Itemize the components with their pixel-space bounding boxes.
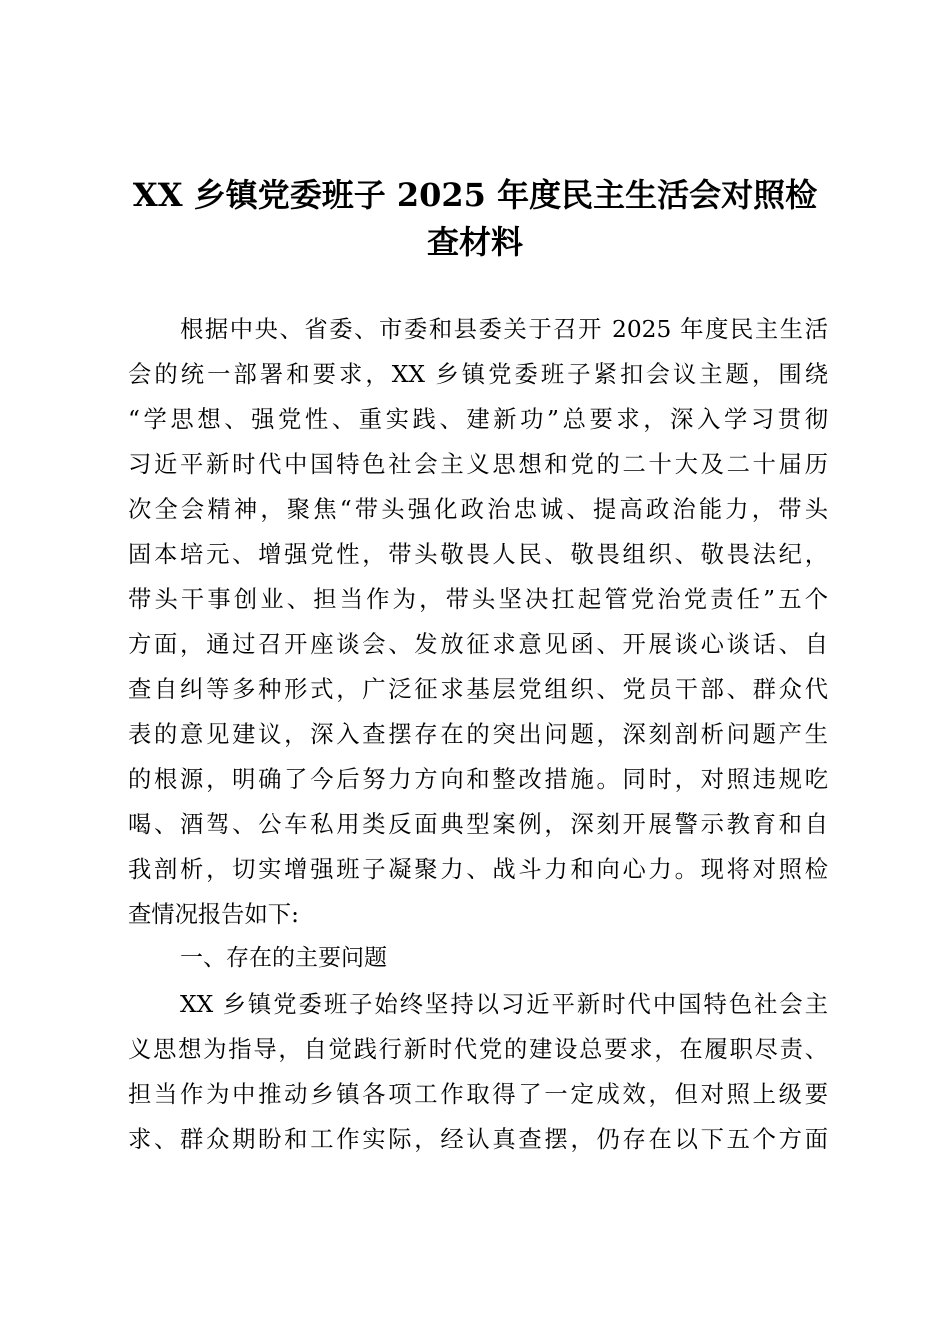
body-line: 义思想为指导，自觉践行新时代党的建设总要求，在履职尽责、 bbox=[128, 1036, 828, 1063]
intro-line: 带头干事创业、担当作为，带头坚决扛起管党治党责任”五个 bbox=[128, 586, 828, 613]
intro-line: 会的统一部署和要求，XX 乡镇党委班子紧扣会议主题，围绕 bbox=[128, 361, 828, 388]
intro-line: 习近平新时代中国特色社会主义思想和党的二十大及二十届历 bbox=[128, 451, 828, 478]
document-title-line-2: 查材料 bbox=[426, 223, 523, 261]
intro-line: “学思想、强党性、重实践、建新功”总要求，深入学习贯彻 bbox=[128, 406, 828, 433]
intro-line: 我剖析，切实增强班子凝聚力、战斗力和向心力。现将对照检 bbox=[128, 856, 828, 883]
document-title-line-1: XX 乡镇党委班子 2025 年度民主生活会对照检 bbox=[132, 176, 818, 214]
intro-line: 查自纠等多种形式，广泛征求基层党组织、党员干部、群众代 bbox=[128, 676, 828, 703]
intro-line: 方面，通过召开座谈会、发放征求意见函、开展谈心谈话、自 bbox=[128, 631, 828, 658]
intro-line: 表的意见建议，深入查摆存在的突出问题，深刻剖析问题产生 bbox=[128, 721, 828, 748]
section-heading: 一、存在的主要问题 bbox=[180, 945, 387, 971]
body-line: 担当作为中推动乡镇各项工作取得了一定成效，但对照上级要 bbox=[128, 1081, 828, 1108]
body-line: 求、群众期盼和工作实际，经认真查摆，仍存在以下五个方面 bbox=[128, 1126, 828, 1153]
intro-line: 查情况报告如下: bbox=[128, 901, 299, 928]
intro-line: 固本培元、增强党性，带头敬畏人民、敬畏组织、敬畏法纪， bbox=[128, 541, 828, 568]
body-line: XX 乡镇党委班子始终坚持以习近平新时代中国特色社会主 bbox=[180, 991, 828, 1018]
intro-line: 次全会精神，聚焦“带头强化政治忠诚、提高政治能力，带头 bbox=[128, 496, 828, 523]
intro-line: 根据中央、省委、市委和县委关于召开 2025 年度民主生活 bbox=[180, 316, 828, 343]
intro-line: 喝、酒驾、公车私用类反面典型案例，深刻开展警示教育和自 bbox=[128, 811, 828, 838]
intro-line: 的根源，明确了今后努力方向和整改措施。同时，对照违规吃 bbox=[128, 766, 828, 793]
